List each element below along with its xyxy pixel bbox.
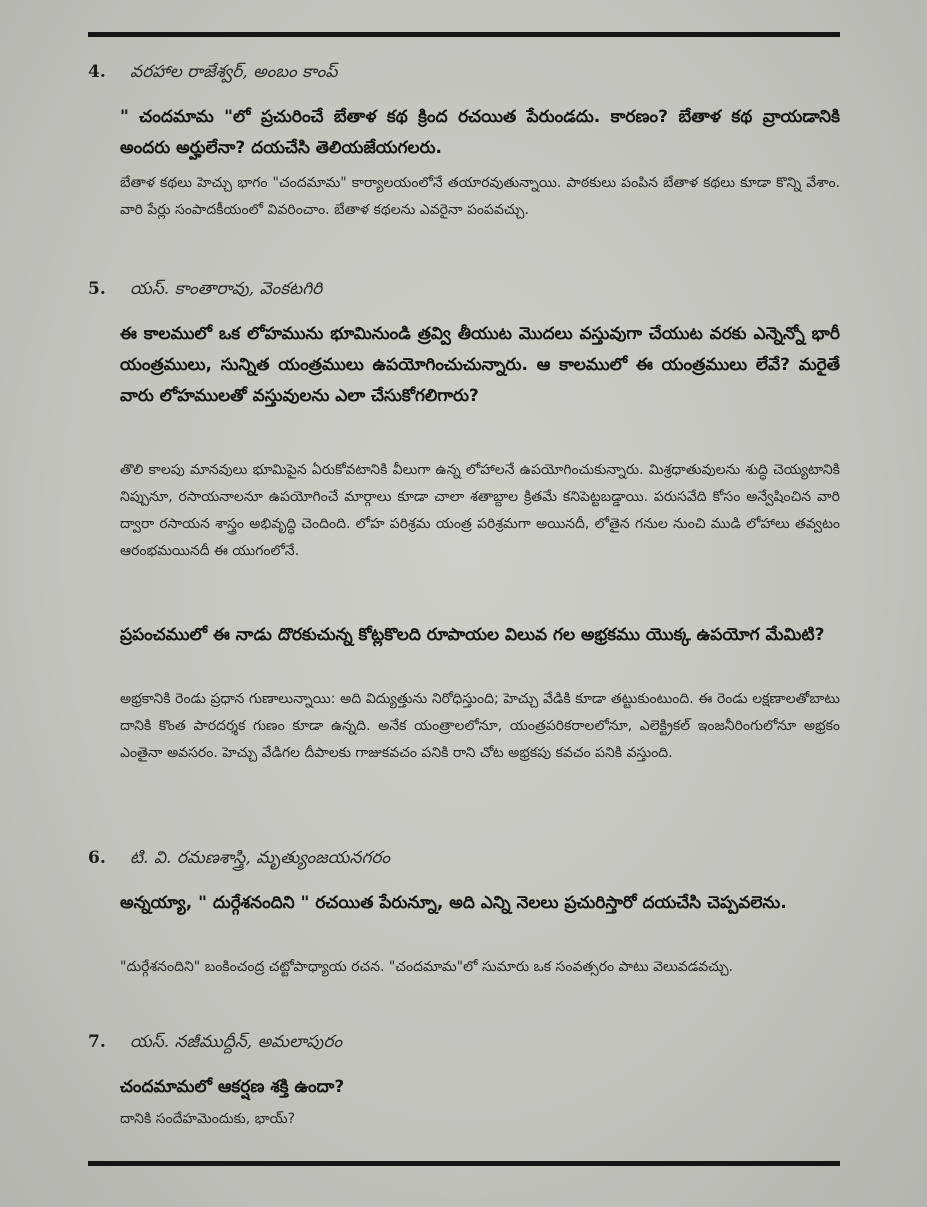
question-text: అన్నయ్యా, " దుర్గేశనందిని " రచయిత పేరున్నూ, అది ఎన్ని నెలలు ప్రచురిస్తారో దయచేసి చెప్పవలెను. — [120, 893, 787, 913]
asker-name: వరహాల రాజేశ్వర్, అంబం కాంప్ — [130, 62, 338, 82]
answer-text: "దుర్గేశనందిని" బంకించంద్ర చట్టోపాధ్యాయ రచన. "చందమామ"లో సుమారు ఒక సంవత్సరం పాటు వెలువడవచ్చు. — [120, 959, 734, 975]
asker-name: యస్. నజీముద్దీన్, అమలాపురం — [130, 1032, 343, 1052]
asker-name: టి. వి. రమణశాస్త్రి, మృత్యుంజయనగరం — [130, 848, 391, 868]
answer-text: తొలి కాలపు మానవులు భూమిపైన ఏరుకోవటానికి వీలుగా ఉన్న లోహాలనే ఉపయోగించుకున్నారు. మిశ్రధాతువులను శుద్ధి చెయ్యటానికి నిప్పునూ, రసాయనాలనూ ఉపయోగించే మార్గాలు కూడా చాలా శతాబ్దాల క్రితమే కనిపెట్టబడ్డాయి. పరుసవేది కోసం అన్వేషించిన వారి ద్వారా రసాయన శాస్త్రం అభివృద్ధి చెందింది. లోహ పరిశ్రమ యంత్ర పరిశ్రమగా అయినదీ, లోతైన గనుల నుంచి ముడి లోహాలు తవ్వటం ఆరంభమయినదీ ఈ యుగంలోనే. — [120, 462, 840, 559]
answer-text: దానికి సందేహమెందుకు, భాయ్? — [120, 1111, 296, 1127]
top-rule — [88, 32, 840, 37]
question-text: " చందమామ "లో ప్రచురించే బేతాళ కథ క్రింద రచయిత పేరుండదు. కారణం? బేతాళ కథ వ్రాయడానికి అందరు అర్హులేనా? దయచేసి తెలియజేయగలరు. — [120, 107, 840, 158]
bottom-rule — [88, 1161, 840, 1166]
item-number: 7. — [88, 1032, 106, 1052]
question-text: చందమామలో ఆకర్షణ శక్తి ఉందా? — [120, 1077, 345, 1097]
asker-name: యస్. కాంతారావు, వెంకటగిరి — [130, 279, 323, 299]
item-number: 4. — [88, 62, 106, 82]
question-text: ఈ కాలములో ఒక లోహమును భూమినుండి త్రవ్వి తీయుట మొదలు వస్తువుగా చేయుట వరకు ఎన్నెన్నో భారీ యంత్రములు, సున్నిత యంత్రములు ఉపయోగించుచున్నారు. ఆ కాలములో ఈ యంత్రములు లేవే? మరైతే వారు లోహములతో వస్తువులను ఎలా చేసుకోగలిగారు? — [120, 324, 840, 406]
item-number: 6. — [88, 848, 106, 868]
item-number: 5. — [88, 279, 106, 299]
answer-text-2: అభ్రకానికి రెండు ప్రధాన గుణాలున్నాయి: అది విద్యుత్తును నిరోధిస్తుంది; హెచ్చు వేడికి కూడా తట్టుకుంటుంది. ఈ రెండు లక్షణాలతోబాటు దానికి కొంత పారదర్శక గుణం కూడా ఉన్నది. అనేక యంత్రాలలోనూ, యంత్రపరికరాలలోనూ, ఎలెక్ట్రికల్ ఇంజనీరింగులోనూ అభ్రకం ఎంతైనా అవసరం. హెచ్చు వేడిగల దీపాలకు గాజుకవచం పనికి రాని చోట అభ్రకపు కవచం పనికి వస్తుంది. — [120, 691, 840, 761]
answer-text: బేతాళ కథలు హెచ్చు భాగం "చందమామ" కార్యాలయంలోనే తయారవుతున్నాయి. పాఠకులు పంపిన బేతాళ కథలు కూడా కొన్ని వేశాం. వారి పేర్లు సంపాదకీయంలో వివరించాం. బేతాళ కథలను ఎవరైనా పంపవచ్చు. — [120, 175, 840, 218]
question-text-2: ప్రపంచములో ఈ నాడు దొరకుచున్న కోట్లకొలది రూపాయల విలువ గల అభ్రకము యొక్క ఉపయోగ మేమిటి? — [120, 625, 825, 645]
